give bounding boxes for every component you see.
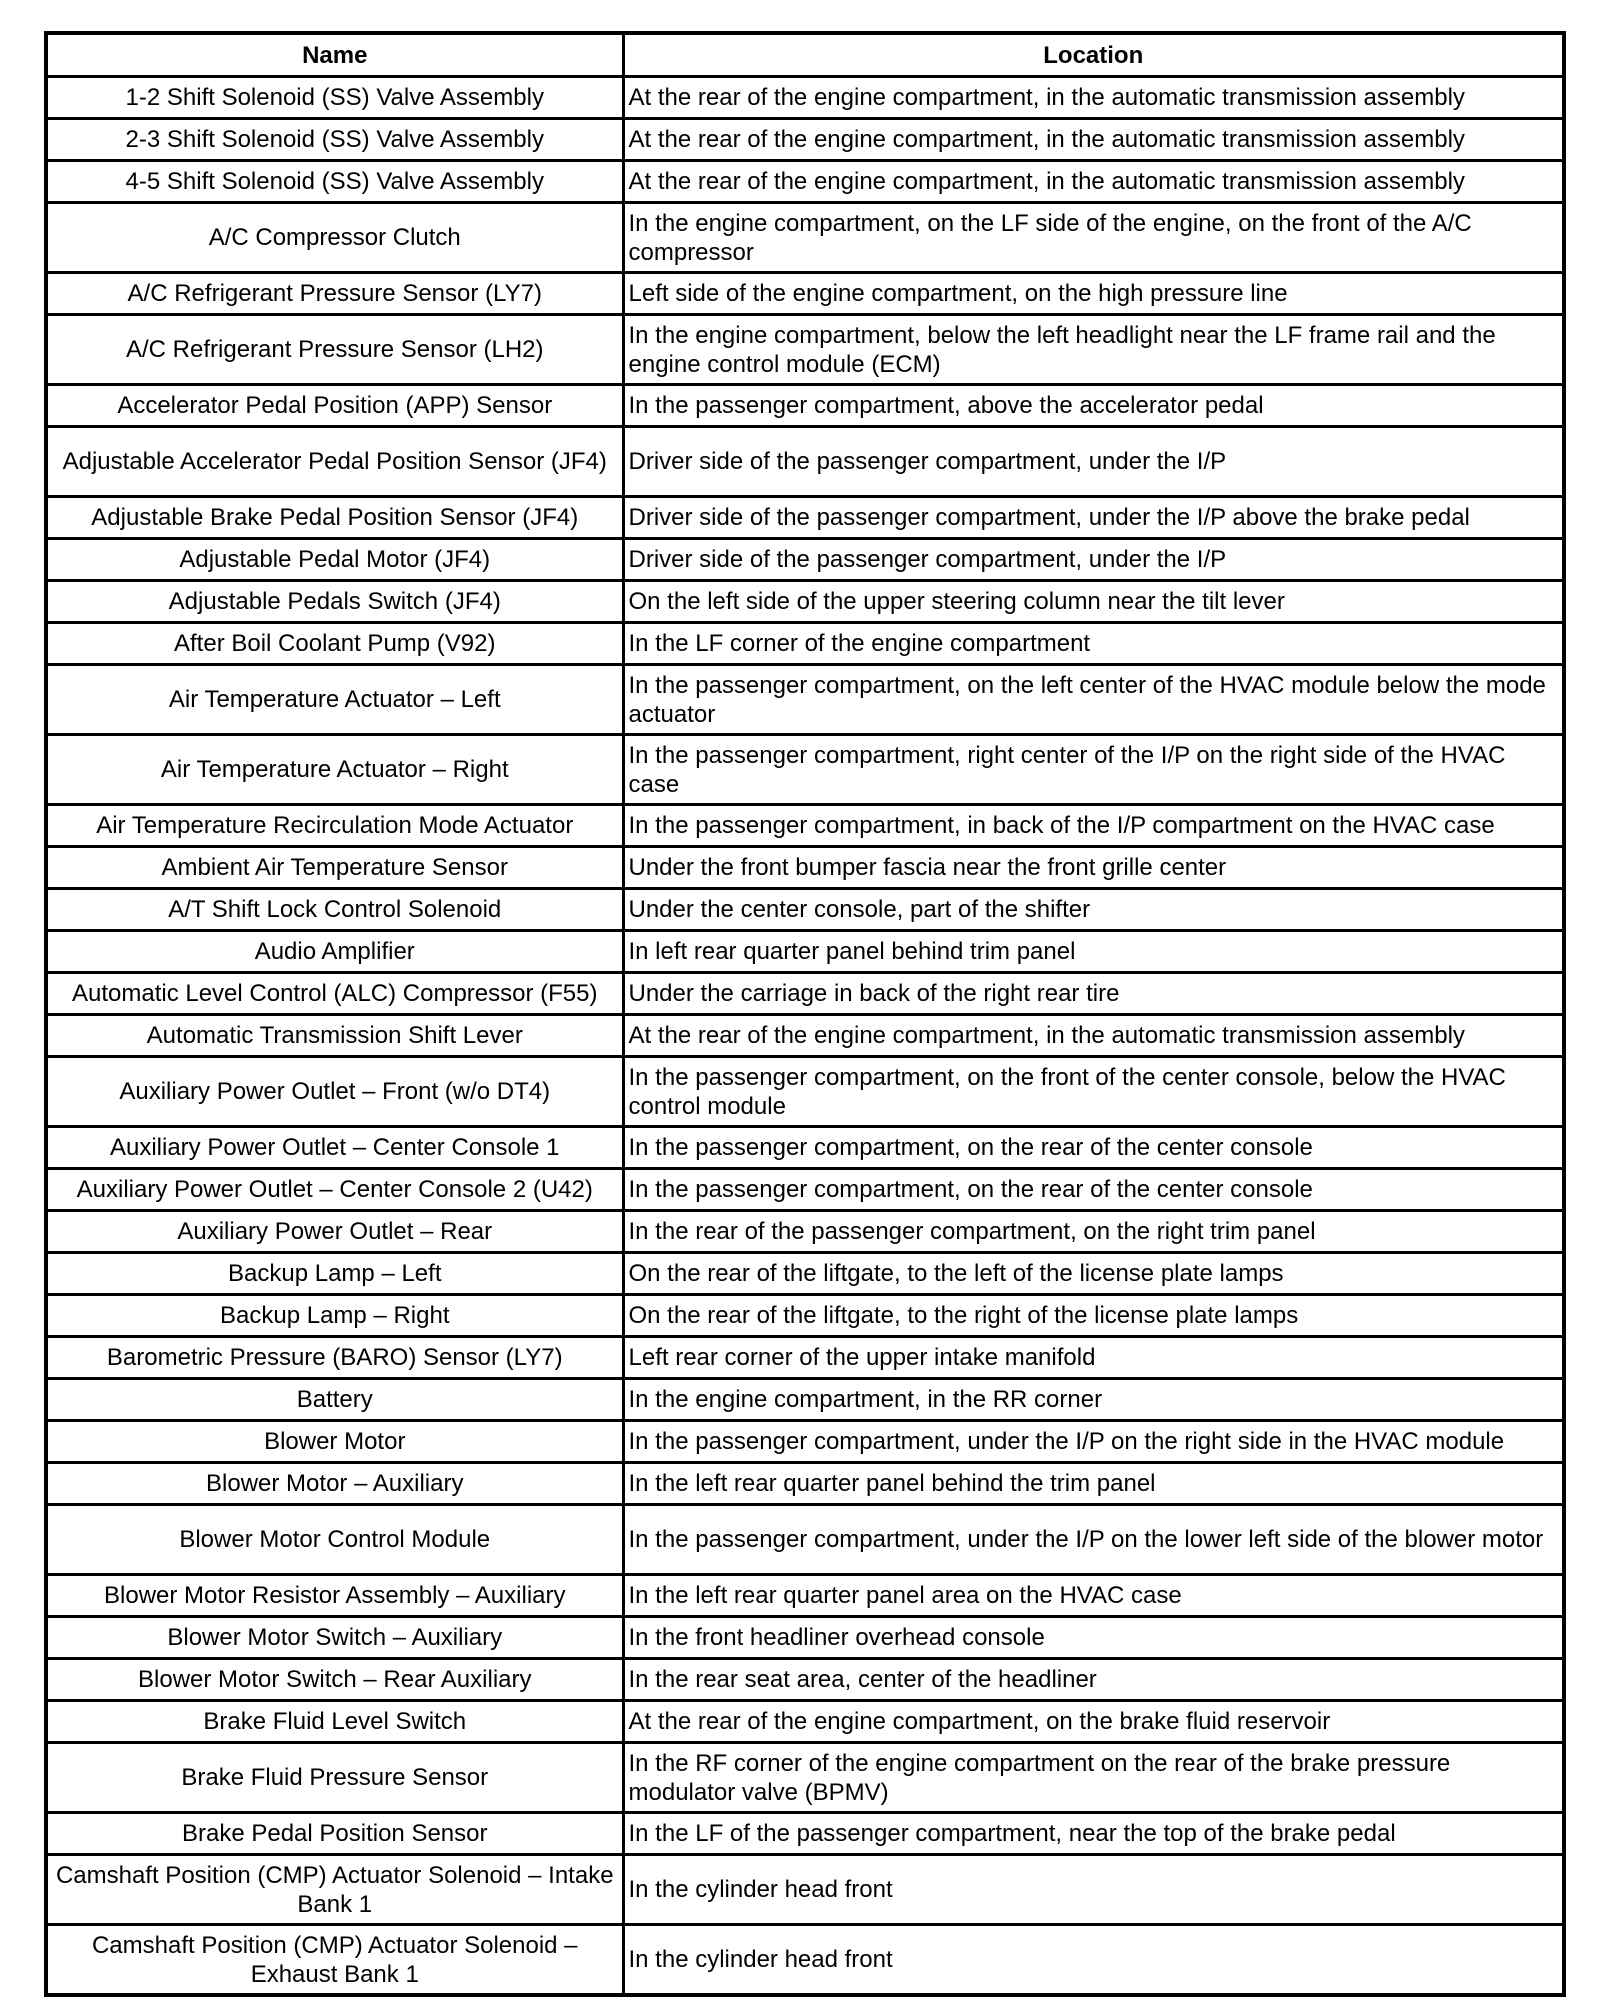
table-row [46, 1015, 1564, 1057]
component-location-cell: On the rear of the liftgate, to the right of the license plate lamps [623, 1295, 1564, 1337]
table-row [46, 1253, 1564, 1295]
component-name-cell: Auxiliary Power Outlet – Center Console 2 (U42) [46, 1169, 623, 1211]
component-location-cell: At the rear of the engine compartment, in the automatic transmission assembly [623, 119, 1564, 161]
component-name-cell: Blower Motor Control Module [46, 1505, 623, 1575]
table-row [46, 1855, 1564, 1925]
component-name-cell: Brake Fluid Pressure Sensor [46, 1743, 623, 1813]
component-location-cell: In the engine compartment, in the RR corner [623, 1379, 1564, 1421]
component-name-cell: A/T Shift Lock Control Solenoid [46, 889, 623, 931]
table-row [46, 273, 1564, 315]
component-name-cell: Audio Amplifier [46, 931, 623, 973]
component-location-cell: Under the carriage in back of the right rear tire [623, 973, 1564, 1015]
component-name-cell: Adjustable Brake Pedal Position Sensor (JF4) [46, 497, 623, 539]
component-name-cell: A/C Refrigerant Pressure Sensor (LH2) [46, 315, 623, 385]
component-name-cell: Brake Pedal Position Sensor [46, 1813, 623, 1855]
component-location-table [44, 31, 1566, 1997]
component-name-cell: Blower Motor Switch – Auxiliary [46, 1617, 623, 1659]
component-location-cell: In the rear seat area, center of the headliner [623, 1659, 1564, 1701]
component-location-cell: At the rear of the engine compartment, in the automatic transmission assembly [623, 1015, 1564, 1057]
table-row [46, 735, 1564, 805]
component-name-cell: Air Temperature Actuator – Left [46, 665, 623, 735]
component-location-cell: Left side of the engine compartment, on the high pressure line [623, 273, 1564, 315]
table-row [46, 497, 1564, 539]
table-row [46, 805, 1564, 847]
component-name-cell: Blower Motor Resistor Assembly – Auxiliary [46, 1575, 623, 1617]
table-row [46, 1057, 1564, 1127]
component-location-cell: In the passenger compartment, on the left center of the HVAC module below the mode actuator [623, 665, 1564, 735]
table-row [46, 1813, 1564, 1855]
table-row [46, 1505, 1564, 1575]
table-row [46, 1337, 1564, 1379]
table-row [46, 1743, 1564, 1813]
component-location-cell: In the cylinder head front [623, 1925, 1564, 1996]
component-name-cell: Camshaft Position (CMP) Actuator Solenoid – Intake Bank 1 [46, 1855, 623, 1925]
table-row [46, 931, 1564, 973]
component-name-cell: 4-5 Shift Solenoid (SS) Valve Assembly [46, 161, 623, 203]
table-row [46, 385, 1564, 427]
component-name-cell: Barometric Pressure (BARO) Sensor (LY7) [46, 1337, 623, 1379]
component-name-cell: After Boil Coolant Pump (V92) [46, 623, 623, 665]
component-name-cell: Camshaft Position (CMP) Actuator Solenoid – Exhaust Bank 1 [46, 1925, 623, 1996]
table-header-row [46, 33, 1564, 77]
table-row [46, 1295, 1564, 1337]
component-location-cell: Left rear corner of the upper intake manifold [623, 1337, 1564, 1379]
component-location-cell: In the left rear quarter panel area on the HVAC case [623, 1575, 1564, 1617]
table-row [46, 1701, 1564, 1743]
component-name-cell: Blower Motor [46, 1421, 623, 1463]
table-row [46, 665, 1564, 735]
component-location-cell: In the front headliner overhead console [623, 1617, 1564, 1659]
component-name-cell: 1-2 Shift Solenoid (SS) Valve Assembly [46, 77, 623, 119]
component-name-cell: Automatic Level Control (ALC) Compressor (F55) [46, 973, 623, 1015]
component-name-cell: Battery [46, 1379, 623, 1421]
component-name-cell: Adjustable Pedals Switch (JF4) [46, 581, 623, 623]
component-location-cell: In the passenger compartment, under the I/P on the right side in the HVAC module [623, 1421, 1564, 1463]
component-name-cell: Auxiliary Power Outlet – Front (w/o DT4) [46, 1057, 623, 1127]
component-name-cell: Automatic Transmission Shift Lever [46, 1015, 623, 1057]
component-name-cell: Accelerator Pedal Position (APP) Sensor [46, 385, 623, 427]
component-location-cell: At the rear of the engine compartment, on the brake fluid reservoir [623, 1701, 1564, 1743]
component-location-cell: Driver side of the passenger compartment, under the I/P [623, 427, 1564, 497]
table-body [46, 77, 1564, 1996]
component-location-cell: In the LF of the passenger compartment, near the top of the brake pedal [623, 1813, 1564, 1855]
table-row [46, 1211, 1564, 1253]
table-row [46, 847, 1564, 889]
table-row [46, 1659, 1564, 1701]
table-row [46, 1127, 1564, 1169]
table-row [46, 1421, 1564, 1463]
component-name-cell: Blower Motor Switch – Rear Auxiliary [46, 1659, 623, 1701]
component-location-cell: In the passenger compartment, on the front of the center console, below the HVAC control module [623, 1057, 1564, 1127]
table-row [46, 1925, 1564, 1996]
table-row [46, 1169, 1564, 1211]
component-name-cell: A/C Refrigerant Pressure Sensor (LY7) [46, 273, 623, 315]
component-location-cell: In left rear quarter panel behind trim panel [623, 931, 1564, 973]
component-location-cell: In the passenger compartment, on the rear of the center console [623, 1127, 1564, 1169]
component-location-cell: Under the center console, part of the shifter [623, 889, 1564, 931]
component-location-cell: At the rear of the engine compartment, in the automatic transmission assembly [623, 161, 1564, 203]
component-location-cell: In the LF corner of the engine compartment [623, 623, 1564, 665]
table-row [46, 427, 1564, 497]
component-location-cell: In the left rear quarter panel behind the trim panel [623, 1463, 1564, 1505]
component-name-cell: Adjustable Pedal Motor (JF4) [46, 539, 623, 581]
table-row [46, 315, 1564, 385]
component-location-cell: Driver side of the passenger compartment, under the I/P [623, 539, 1564, 581]
component-location-cell: In the rear of the passenger compartment, on the right trim panel [623, 1211, 1564, 1253]
component-location-cell: In the engine compartment, on the LF side of the engine, on the front of the A/C compressor [623, 203, 1564, 273]
component-name-cell: Auxiliary Power Outlet – Rear [46, 1211, 623, 1253]
component-location-cell: In the passenger compartment, in back of the I/P compartment on the HVAC case [623, 805, 1564, 847]
header-location: Location [623, 33, 1564, 77]
table-row [46, 1463, 1564, 1505]
component-name-cell: Air Temperature Recirculation Mode Actuator [46, 805, 623, 847]
header-name: Name [46, 33, 623, 77]
component-name-cell: Backup Lamp – Right [46, 1295, 623, 1337]
component-location-cell: In the RF corner of the engine compartment on the rear of the brake pressure modulator valve (BPMV) [623, 1743, 1564, 1813]
component-location-cell: In the passenger compartment, on the rear of the center console [623, 1169, 1564, 1211]
component-location-cell: Driver side of the passenger compartment, under the I/P above the brake pedal [623, 497, 1564, 539]
table-row [46, 1617, 1564, 1659]
component-name-cell: Brake Fluid Level Switch [46, 1701, 623, 1743]
component-location-cell: In the passenger compartment, right center of the I/P on the right side of the HVAC case [623, 735, 1564, 805]
component-location-cell: In the cylinder head front [623, 1855, 1564, 1925]
table-row [46, 623, 1564, 665]
table-row [46, 1575, 1564, 1617]
table-row [46, 889, 1564, 931]
component-location-cell: In the passenger compartment, under the I/P on the lower left side of the blower motor [623, 1505, 1564, 1575]
component-name-cell: 2-3 Shift Solenoid (SS) Valve Assembly [46, 119, 623, 161]
component-name-cell: Auxiliary Power Outlet – Center Console 1 [46, 1127, 623, 1169]
table-row [46, 203, 1564, 273]
table-row [46, 77, 1564, 119]
component-name-cell: A/C Compressor Clutch [46, 203, 623, 273]
table-row [46, 161, 1564, 203]
component-name-cell: Adjustable Accelerator Pedal Position Sensor (JF4) [46, 427, 623, 497]
table-row [46, 1379, 1564, 1421]
component-location-cell: In the passenger compartment, above the accelerator pedal [623, 385, 1564, 427]
component-name-cell: Backup Lamp – Left [46, 1253, 623, 1295]
table-row [46, 539, 1564, 581]
component-location-cell: Under the front bumper fascia near the front grille center [623, 847, 1564, 889]
component-name-cell: Ambient Air Temperature Sensor [46, 847, 623, 889]
table-row [46, 119, 1564, 161]
table-row [46, 973, 1564, 1015]
component-location-cell: At the rear of the engine compartment, in the automatic transmission assembly [623, 77, 1564, 119]
component-location-cell: On the left side of the upper steering column near the tilt lever [623, 581, 1564, 623]
component-name-cell: Blower Motor – Auxiliary [46, 1463, 623, 1505]
component-location-cell: In the engine compartment, below the left headlight near the LF frame rail and the engine control module (ECM) [623, 315, 1564, 385]
component-name-cell: Air Temperature Actuator – Right [46, 735, 623, 805]
component-location-cell: On the rear of the liftgate, to the left of the license plate lamps [623, 1253, 1564, 1295]
table-row [46, 581, 1564, 623]
